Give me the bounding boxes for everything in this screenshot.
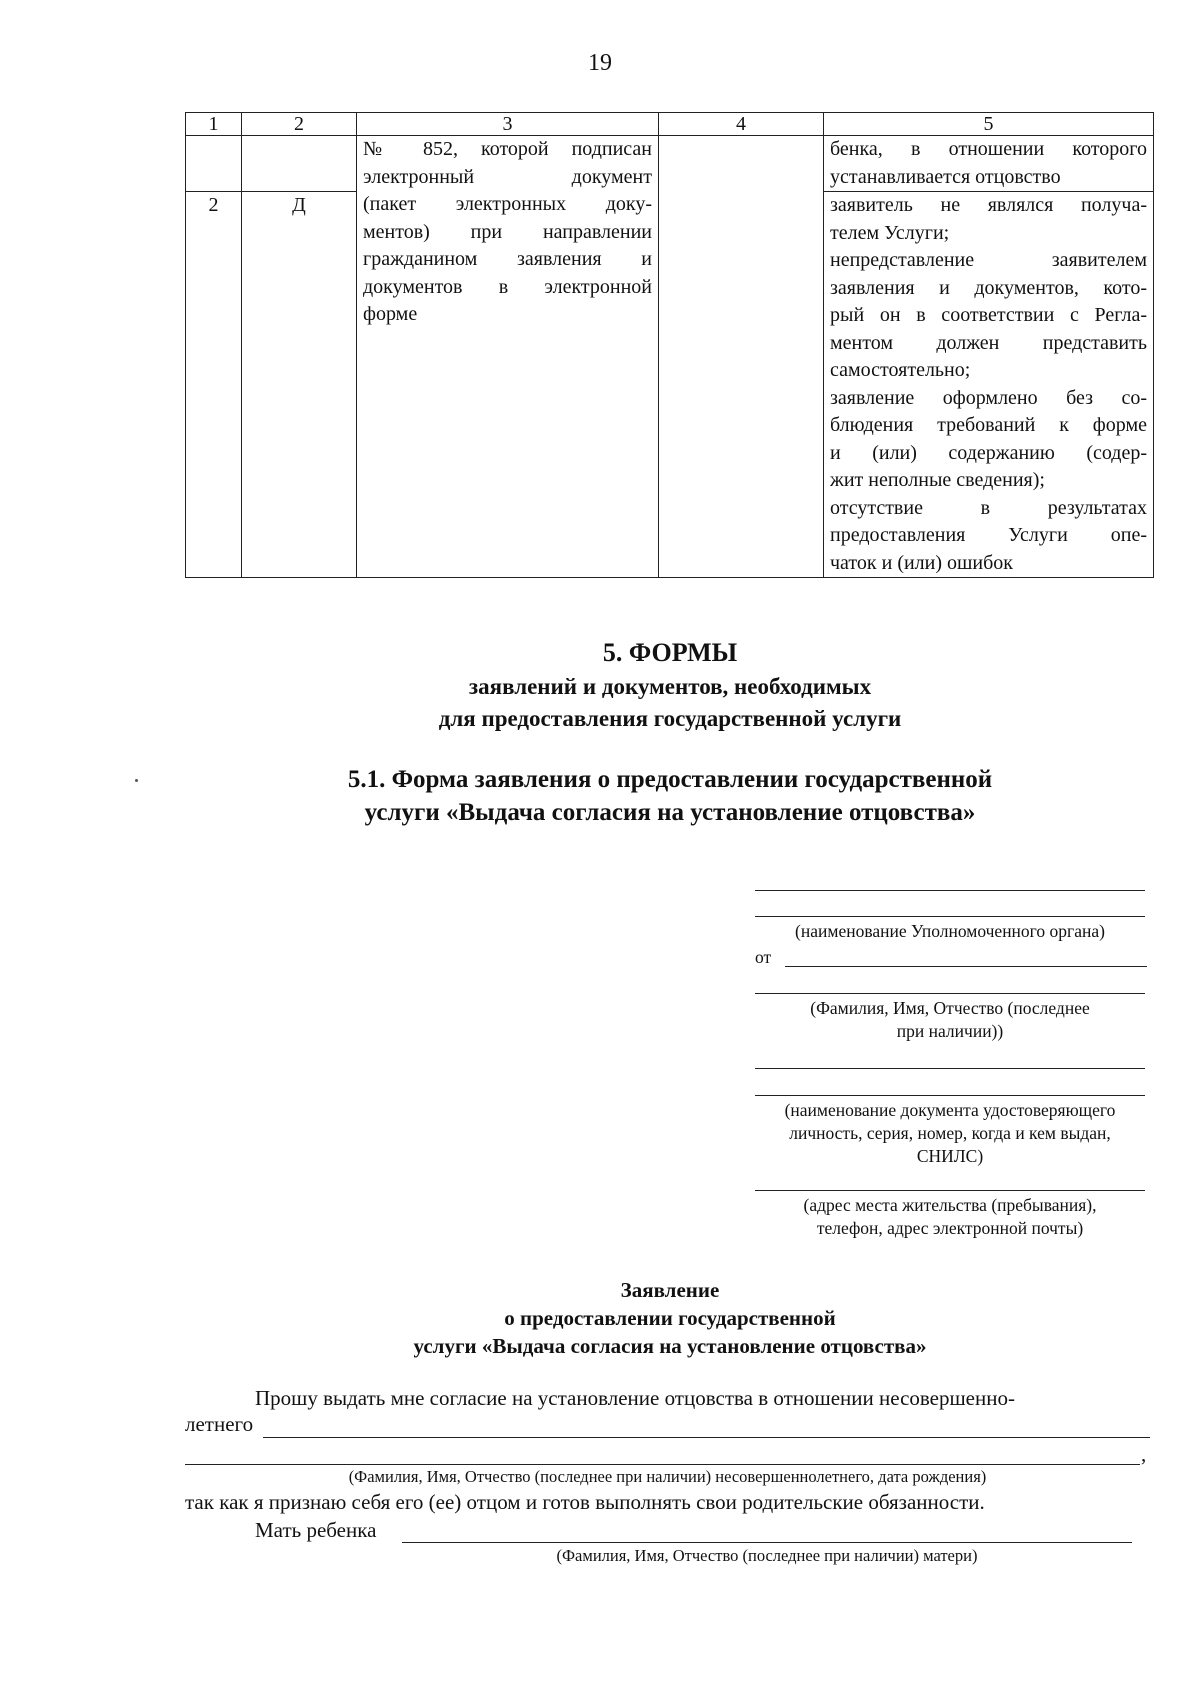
statement-title-line1: Заявление [620, 1278, 720, 1302]
cell-text-line: чаток и (или) ошибок [830, 551, 1014, 574]
cell-text-line: заявитель не являлся получа- [830, 194, 1147, 216]
page-number: 19 [588, 50, 612, 76]
cell-text-line: форме [363, 303, 418, 325]
caption-doc-line1: (наименование документа удостоверяющего [784, 1100, 1116, 1120]
statement-title-line2: о предоставлении государственной [504, 1306, 836, 1330]
table-cell-code: Д [242, 192, 357, 578]
cell-text-line: непредставление заявителем [830, 249, 1147, 271]
cell-text-line: и (или) содержанию (содер- [830, 441, 1147, 464]
cell-text-line: (пакет электронных доку- [363, 193, 652, 215]
cell-text-line: № 852, которой подписан [363, 138, 652, 160]
from-label: от [755, 947, 772, 967]
cell-text-line: самостоятельно; [830, 359, 971, 381]
cell-text-line: жит неполные сведения); [830, 469, 1045, 491]
statement-title-line3: услуги «Выдача согласия на установление отцовства» [413, 1334, 927, 1358]
caption-authority: (наименование Уполномоченного органа) [795, 921, 1105, 941]
statement-minor-prefix: летнего [185, 1412, 254, 1436]
cell-text-line: блюдения требований к форме [830, 414, 1147, 436]
cell-text-line: предоставления Услуги опе- [830, 524, 1147, 546]
caption-fio-line1: (Фамилия, Имя, Отчество (последнее [810, 998, 1090, 1018]
cell-text-line: ментов) при направлении [363, 220, 652, 243]
caption-mother: (Фамилия, Имя, Отчество (последнее при наличии) матери) [556, 1546, 978, 1565]
cell-text-line: электронный документ [363, 165, 652, 188]
minor-name-line-2 [185, 1464, 1140, 1465]
caption-fio-line2: при наличии)) [896, 1021, 1004, 1041]
table-header-cell: 3 [357, 113, 659, 136]
caption-doc-line2: личность, серия, номер, когда и кем выдан, [789, 1123, 1111, 1143]
table-header-cell: 5 [824, 113, 1154, 136]
caption-doc-line3: СНИЛС) [916, 1146, 984, 1166]
table-cell-number: 2 [186, 192, 242, 578]
cell-text-line: гражданином заявления и [363, 248, 652, 270]
table-cell [242, 136, 357, 192]
cell-text-line: устанавливается отцовство [830, 165, 1061, 188]
authority-line [755, 890, 1145, 891]
subsection-title-line1: 5.1. Форма заявления о предоставлении государственной [347, 766, 993, 793]
mother-name-line [402, 1542, 1132, 1543]
section-subtitle-line1: заявлений и документов, необходимых [468, 674, 872, 699]
cell-text-line: бенка, в отношении которого [830, 138, 1147, 160]
caption-address-line2: телефон, адрес электронной почты) [816, 1218, 1084, 1238]
table-header-cell: 2 [242, 113, 357, 136]
document-line [755, 1068, 1145, 1069]
stray-dot [135, 779, 138, 782]
section-title: 5. ФОРМЫ [602, 638, 738, 667]
cell-text-line: заявление оформлено без со- [830, 386, 1147, 409]
line-end-comma: , [1141, 1442, 1147, 1466]
cell-text-line: отсутствие в результатах [830, 496, 1147, 519]
from-line [785, 966, 1147, 967]
mother-label: Мать ребенка [255, 1518, 377, 1542]
minor-name-line [263, 1437, 1150, 1438]
table-cell [186, 136, 242, 192]
fio-line [755, 993, 1145, 994]
address-line [755, 1190, 1145, 1191]
table-cell-col5 [824, 136, 1154, 192]
caption-address-line1: (адрес места жительства (пребывания), [803, 1195, 1097, 1215]
section-subtitle-line2: для предоставления государственной услуги [438, 706, 902, 731]
table-cell-col5 [824, 192, 1154, 578]
cell-text-line: телем Услуги; [830, 221, 950, 244]
subsection-title-line2: услуги «Выдача согласия на установление отцовства» [364, 799, 976, 826]
document-line [755, 1095, 1145, 1096]
cell-text-line: документов в электронной [363, 275, 652, 298]
requirements-table [185, 112, 1154, 578]
cell-text-line: заявления и документов, кото- [830, 276, 1147, 299]
statement-paragraph-line3: так как я признаю себя его (ее) отцом и готов выполнять свои родительские обязанности. [185, 1490, 985, 1514]
caption-minor: (Фамилия, Имя, Отчество (последнее при наличии) несовершеннолетнего, дата рождения) [348, 1467, 987, 1486]
statement-paragraph-line1: Прошу выдать мне согласие на установление отцовства в отношении несовершенно- [255, 1386, 1015, 1410]
table-header-cell: 1 [186, 113, 242, 136]
cell-text-line: рый он в соответствии с Регла- [830, 304, 1147, 326]
table-header-row [186, 113, 1154, 136]
table-cell-col3 [357, 136, 659, 578]
table-header-cell: 4 [659, 113, 824, 136]
table-cell [659, 136, 824, 578]
table-row [186, 136, 1154, 192]
authority-line [755, 916, 1145, 917]
cell-text-line: ментом должен представить [830, 331, 1147, 354]
